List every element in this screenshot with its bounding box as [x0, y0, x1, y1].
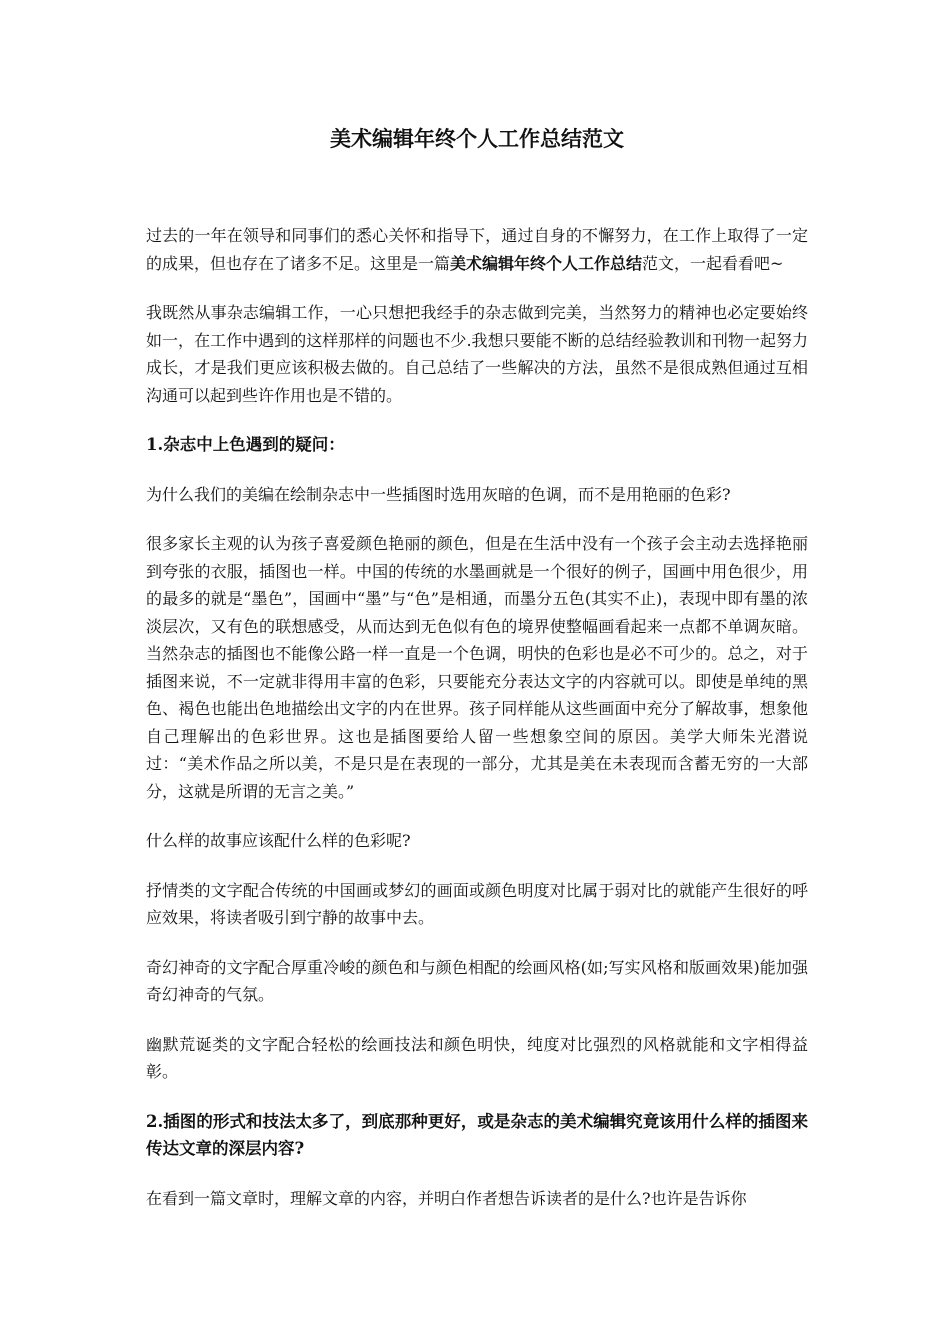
intro-paragraph: [146, 222, 808, 277]
paragraph: 抒情类的文字配合传统的中国画或梦幻的画面或颜色明度对比属于弱对比的就能产生很好的呼应效果，将读者吸引到宁静的故事中去。: [146, 880, 808, 927]
section-heading: 2.插图的形式和技法太多了，到底那种更好，或是杂志的美术编辑究竟该用什么样的插图来传达文章的深层内容?: [146, 1111, 808, 1158]
paragraph: 什么样的故事应该配什么样的色彩呢?: [146, 831, 411, 850]
paragraph: 幽默荒诞类的文字配合轻松的绘画技法和颜色明快，纯度对比强烈的风格就能和文字相得益彰。: [146, 1034, 808, 1081]
paragraph: 我既然从事杂志编辑工作，一心只想把我经手的杂志做到完美，当然努力的精神也必定要始终如一，在工作中遇到的这样那样的问题也不少.我想只要能不断的总结经验教训和刊物一起努力成长，才是我们更应该积极去做的。自己总结了一些解决的方法，虽然不是很成熟但通过互相沟通可以起到些许作用也是不错的。: [146, 303, 808, 405]
paragraph: 为什么我们的美编在绘制杂志中一些插图时选用灰暗的色调，而不是用艳丽的色彩?: [146, 484, 731, 504]
paragraph: 奇幻神奇的文字配合厚重冷峻的颜色和与颜色相配的绘画风格(如;写实风格和版画效果)能加强奇幻神奇的气氛。: [146, 957, 808, 1004]
paragraph: 很多家长主观的认为孩子喜爱颜色艳丽的颜色，但是在生活中没有一个孩子会主动去选择艳丽到夸张的衣服，插图也一样。中国的传统的水墨画就是一个很好的例子，国画中用色很少，用的最多的就是“墨色”，国画中“墨”与“色”是相通，而墨分五色(其实不止)，表现中即有墨的浓淡层次，又有色的联想感受，从而达到无色似有色的境界使整幅画看起来一点都不单调灰暗。当然杂志的插图也不能像公路一样一直是一个色调，明快的色彩也是必不可少的。总之，对于插图来说，不一定就非得用丰富的色彩，只要能充分表达文字的内容就可以。即使是单纯的黑色、褐色也能出色地描绘出文字的内在世界。孩子同样能从这些画面中充分了解故事，想象他自己理解出的色彩世界。这也是插图要给人留一些想象空间的原因。美学大师朱光潜说过：“美术作品之所以美，不是只是在表现的一部分，尤其是美在未表现而含蓄无穷的一大部分，这就是所谓的无言之美。”: [146, 534, 808, 801]
intro-text-after: 范文，一起看看吧~: [642, 253, 784, 273]
intro-bold-link: 美术编辑年终个人工作总结: [450, 253, 643, 273]
paragraph: 在看到一篇文章时，理解文章的内容，并明白作者想告诉读者的是什么?也许是告诉你: [146, 1188, 747, 1208]
document-body: [146, 222, 808, 1212]
intro-text-before: 过去的一年在领导和同事们的悉心关怀和指导下，通过自身的不懈努力，在工作上取得了一定的成果，但也存在了诸多不足。这里是一篇: [146, 226, 808, 273]
section-heading: 1.杂志中上色遇到的疑问：: [146, 435, 345, 454]
document-title: 美术编辑年终个人工作总结范文: [330, 126, 624, 151]
